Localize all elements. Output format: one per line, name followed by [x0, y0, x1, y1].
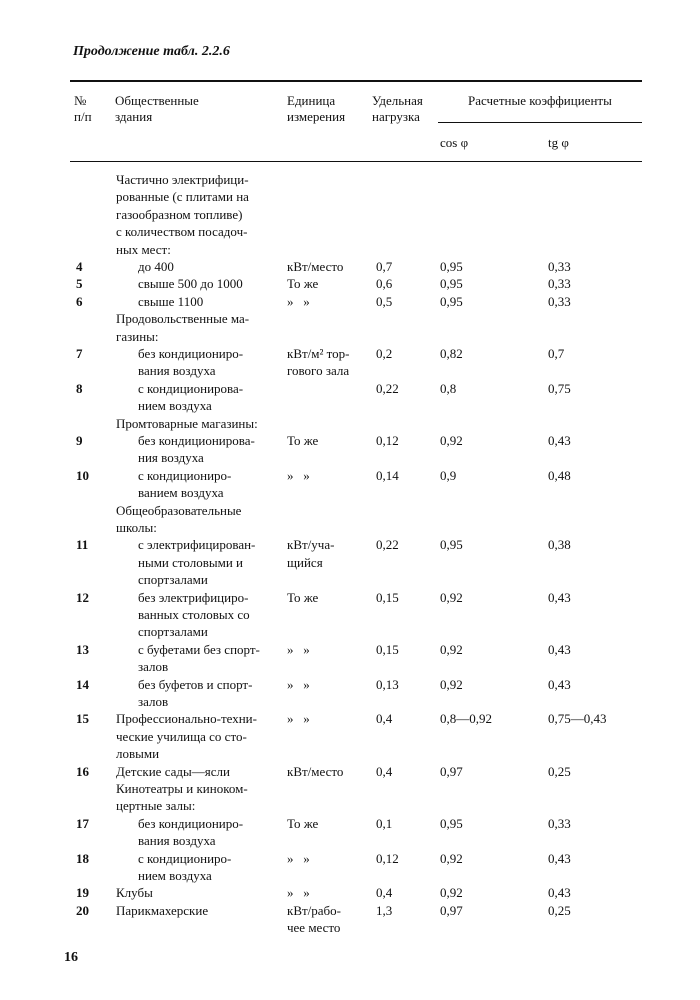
row-cos-phi: 0,92: [440, 885, 463, 901]
row-cos-phi: 0,95: [440, 259, 463, 274]
row-unit: кВт/место: [287, 763, 344, 779]
row-building-name: школы:: [116, 520, 157, 535]
row-building-name: с буфетами без спорт-: [138, 641, 260, 657]
row-building-name: ванных столовых со: [138, 607, 250, 622]
row-number: 14: [76, 676, 89, 692]
row-building-name: залов: [138, 659, 169, 675]
row-number: 5: [76, 276, 83, 292]
row-tg-phi: 0,33: [548, 259, 571, 274]
row-number: 11: [76, 537, 89, 553]
header-num-line: п/п: [74, 109, 92, 124]
row-load: 0,4: [376, 885, 393, 901]
row-number: 15: [76, 711, 89, 727]
row-building-name: с количеством посадоч-: [116, 224, 248, 240]
header-unit-line: измерения: [287, 109, 346, 124]
row-load: 0,22: [376, 380, 399, 396]
row-unit: То же: [287, 589, 319, 605]
row-building-name: Клубы: [116, 885, 153, 901]
row-tg-phi: 0,33: [548, 293, 571, 309]
row-tg-phi: 0,75: [548, 380, 571, 396]
row-tg-phi: 0,25: [548, 763, 571, 779]
row-building-name: Промтоварные магазины:: [116, 415, 258, 431]
row-load: 1,3: [376, 902, 393, 918]
row-building-name: спортзалами: [138, 572, 208, 588]
row-tg-phi: 0,25: [548, 902, 571, 918]
row-cos-phi: 0,82: [440, 346, 463, 361]
row-number: 18: [76, 850, 89, 866]
header-bottom-rule: [70, 161, 642, 162]
row-unit: кВт/м² тор-: [287, 346, 350, 361]
row-tg-phi: 0,33: [548, 815, 571, 831]
row-building-name: газообразном топливе): [116, 206, 243, 222]
row-building-name: свыше 500 до 1000: [138, 276, 243, 292]
row-building-name: ванием воздуха: [138, 485, 224, 501]
row-number: 13: [76, 641, 89, 657]
row-cos-phi: 0,92: [440, 850, 463, 866]
row-tg-phi: 0,33: [548, 276, 571, 292]
row-tg-phi: 0,43: [548, 641, 571, 657]
header-load-line: Удельная: [372, 93, 423, 108]
row-cos-phi: 0,92: [440, 676, 463, 692]
row-unit: То же: [287, 433, 319, 448]
row-load: 0,13: [376, 676, 399, 692]
row-building-name: рованные (с плитами на: [116, 189, 249, 205]
row-building-name: свыше 1100: [138, 293, 204, 309]
row-number: 8: [76, 380, 83, 396]
row-load: 0,12: [376, 850, 399, 866]
row-building-name: до 400: [138, 259, 174, 274]
row-number: 17: [76, 815, 89, 831]
row-building-name: газины:: [116, 328, 159, 344]
row-cos-phi: 0,95: [440, 537, 463, 553]
row-building-name: Кинотеатры и киноком-: [116, 781, 248, 796]
row-building-name: с электрифицирован-: [138, 537, 256, 553]
row-building-name: спортзалами: [138, 624, 208, 640]
row-unit: кВт/рабо-: [287, 902, 341, 918]
row-building-name: без буфетов и спорт-: [138, 676, 253, 692]
row-unit: кВт/место: [287, 259, 344, 274]
row-tg-phi: 0,75—0,43: [548, 711, 607, 727]
row-load: 0,1: [376, 815, 393, 831]
row-load: 0,12: [376, 433, 399, 448]
row-cos-phi: 0,97: [440, 902, 463, 918]
row-building-name: цертные залы:: [116, 798, 196, 814]
row-cos-phi: 0,92: [440, 589, 463, 605]
row-building-name: без кондиционирова-: [138, 433, 255, 448]
row-building-name: Частично электрифици-: [116, 172, 249, 187]
row-unit: » »: [287, 467, 310, 483]
row-unit: » »: [287, 885, 310, 901]
header-load: [372, 93, 423, 125]
header-building-line: Общественные: [115, 93, 199, 108]
row-building-name: залов: [138, 694, 169, 709]
row-unit: кВт/уча-: [287, 537, 335, 553]
row-unit: » »: [287, 641, 310, 657]
row-tg-phi: 0,43: [548, 676, 571, 692]
row-building-name: вания воздуха: [138, 833, 216, 849]
row-load: 0,6: [376, 276, 393, 292]
row-cos-phi: 0,8: [440, 380, 457, 396]
row-load: 0,4: [376, 763, 393, 779]
row-building-name: ловыми: [116, 746, 160, 762]
row-building-name: ных мест:: [116, 241, 171, 257]
page-number: 16: [64, 950, 78, 965]
row-load: 0,15: [376, 641, 399, 657]
row-number: 16: [76, 763, 89, 779]
row-cos-phi: 0,92: [440, 641, 463, 657]
row-tg-phi: 0,43: [548, 433, 571, 448]
row-building-name: без кондициониро-: [138, 346, 244, 361]
header-load-line: нагрузка: [372, 109, 420, 124]
row-building-name: без кондициониро-: [138, 815, 244, 831]
row-number: 20: [76, 902, 89, 918]
row-building-name: Детские сады—ясли: [116, 763, 230, 779]
row-load: 0,15: [376, 589, 399, 605]
table-caption: Продолжение табл. 2.2.6: [73, 44, 230, 59]
top-rule: [70, 80, 642, 82]
header-building: [115, 93, 199, 125]
row-cos-phi: 0,95: [440, 293, 463, 309]
row-load: 0,4: [376, 711, 393, 727]
row-building-name: с кондициониро-: [138, 850, 232, 866]
row-building-name: ными столовыми и: [138, 554, 243, 570]
row-building-name: Парикмахерские: [116, 902, 209, 918]
row-unit: » »: [287, 676, 310, 692]
header-cos: cos φ: [440, 135, 469, 150]
row-load: 0,2: [376, 346, 393, 361]
row-number: 12: [76, 589, 89, 605]
row-building-name: нием воздуха: [138, 868, 212, 883]
row-tg-phi: 0,43: [548, 589, 571, 605]
row-number: 4: [76, 259, 83, 274]
row-tg-phi: 0,38: [548, 537, 571, 553]
row-number: 7: [76, 346, 83, 361]
row-unit: То же: [287, 276, 319, 292]
row-tg-phi: 0,43: [548, 885, 571, 901]
row-number: 19: [76, 885, 89, 901]
row-building-name: ния воздуха: [138, 450, 204, 466]
header-num-line: №: [74, 93, 87, 108]
row-unit: То же: [287, 815, 319, 831]
row-number: 10: [76, 467, 89, 483]
row-number: 9: [76, 433, 83, 448]
row-unit: » »: [287, 711, 310, 727]
row-unit: гового зала: [287, 363, 350, 379]
row-tg-phi: 0,43: [548, 850, 571, 866]
row-unit: » »: [287, 293, 310, 309]
header-num: [74, 93, 92, 125]
row-load: 0,22: [376, 537, 399, 553]
row-cos-phi: 0,92: [440, 433, 463, 448]
row-unit: щийся: [287, 554, 323, 570]
header-coefficients: Расчетные коэффициенты: [468, 93, 612, 108]
row-load: 0,14: [376, 467, 399, 483]
row-building-name: ческие училища со сто-: [116, 728, 247, 744]
row-building-name: Профессионально-техни-: [116, 711, 257, 727]
row-building-name: без электрифициро-: [138, 589, 249, 605]
row-cos-phi: 0,9: [440, 467, 457, 483]
row-load: 0,7: [376, 259, 393, 274]
row-tg-phi: 0,48: [548, 467, 571, 483]
header-building-line: здания: [115, 109, 153, 124]
row-number: 6: [76, 293, 83, 309]
row-load: 0,5: [376, 293, 393, 309]
row-cos-phi: 0,95: [440, 815, 463, 831]
row-building-name: Продовольственные ма-: [116, 311, 250, 327]
row-cos-phi: 0,97: [440, 763, 463, 779]
row-tg-phi: 0,7: [548, 346, 565, 361]
row-building-name: Общеобразовательные: [116, 502, 242, 518]
row-building-name: с кондиционирова-: [138, 380, 244, 396]
header-tg: tg φ: [548, 135, 569, 150]
row-building-name: с кондициониро-: [138, 467, 232, 483]
row-cos-phi: 0,95: [440, 276, 463, 292]
row-cos-phi: 0,8—0,92: [440, 711, 492, 727]
row-building-name: нием воздуха: [138, 398, 212, 414]
row-unit: чее место: [287, 920, 341, 936]
header-unit-line: Единица: [287, 93, 336, 108]
header-unit: [287, 93, 345, 125]
row-building-name: вания воздуха: [138, 363, 216, 379]
header-sub-rule: [438, 122, 642, 123]
row-unit: » »: [287, 850, 310, 866]
